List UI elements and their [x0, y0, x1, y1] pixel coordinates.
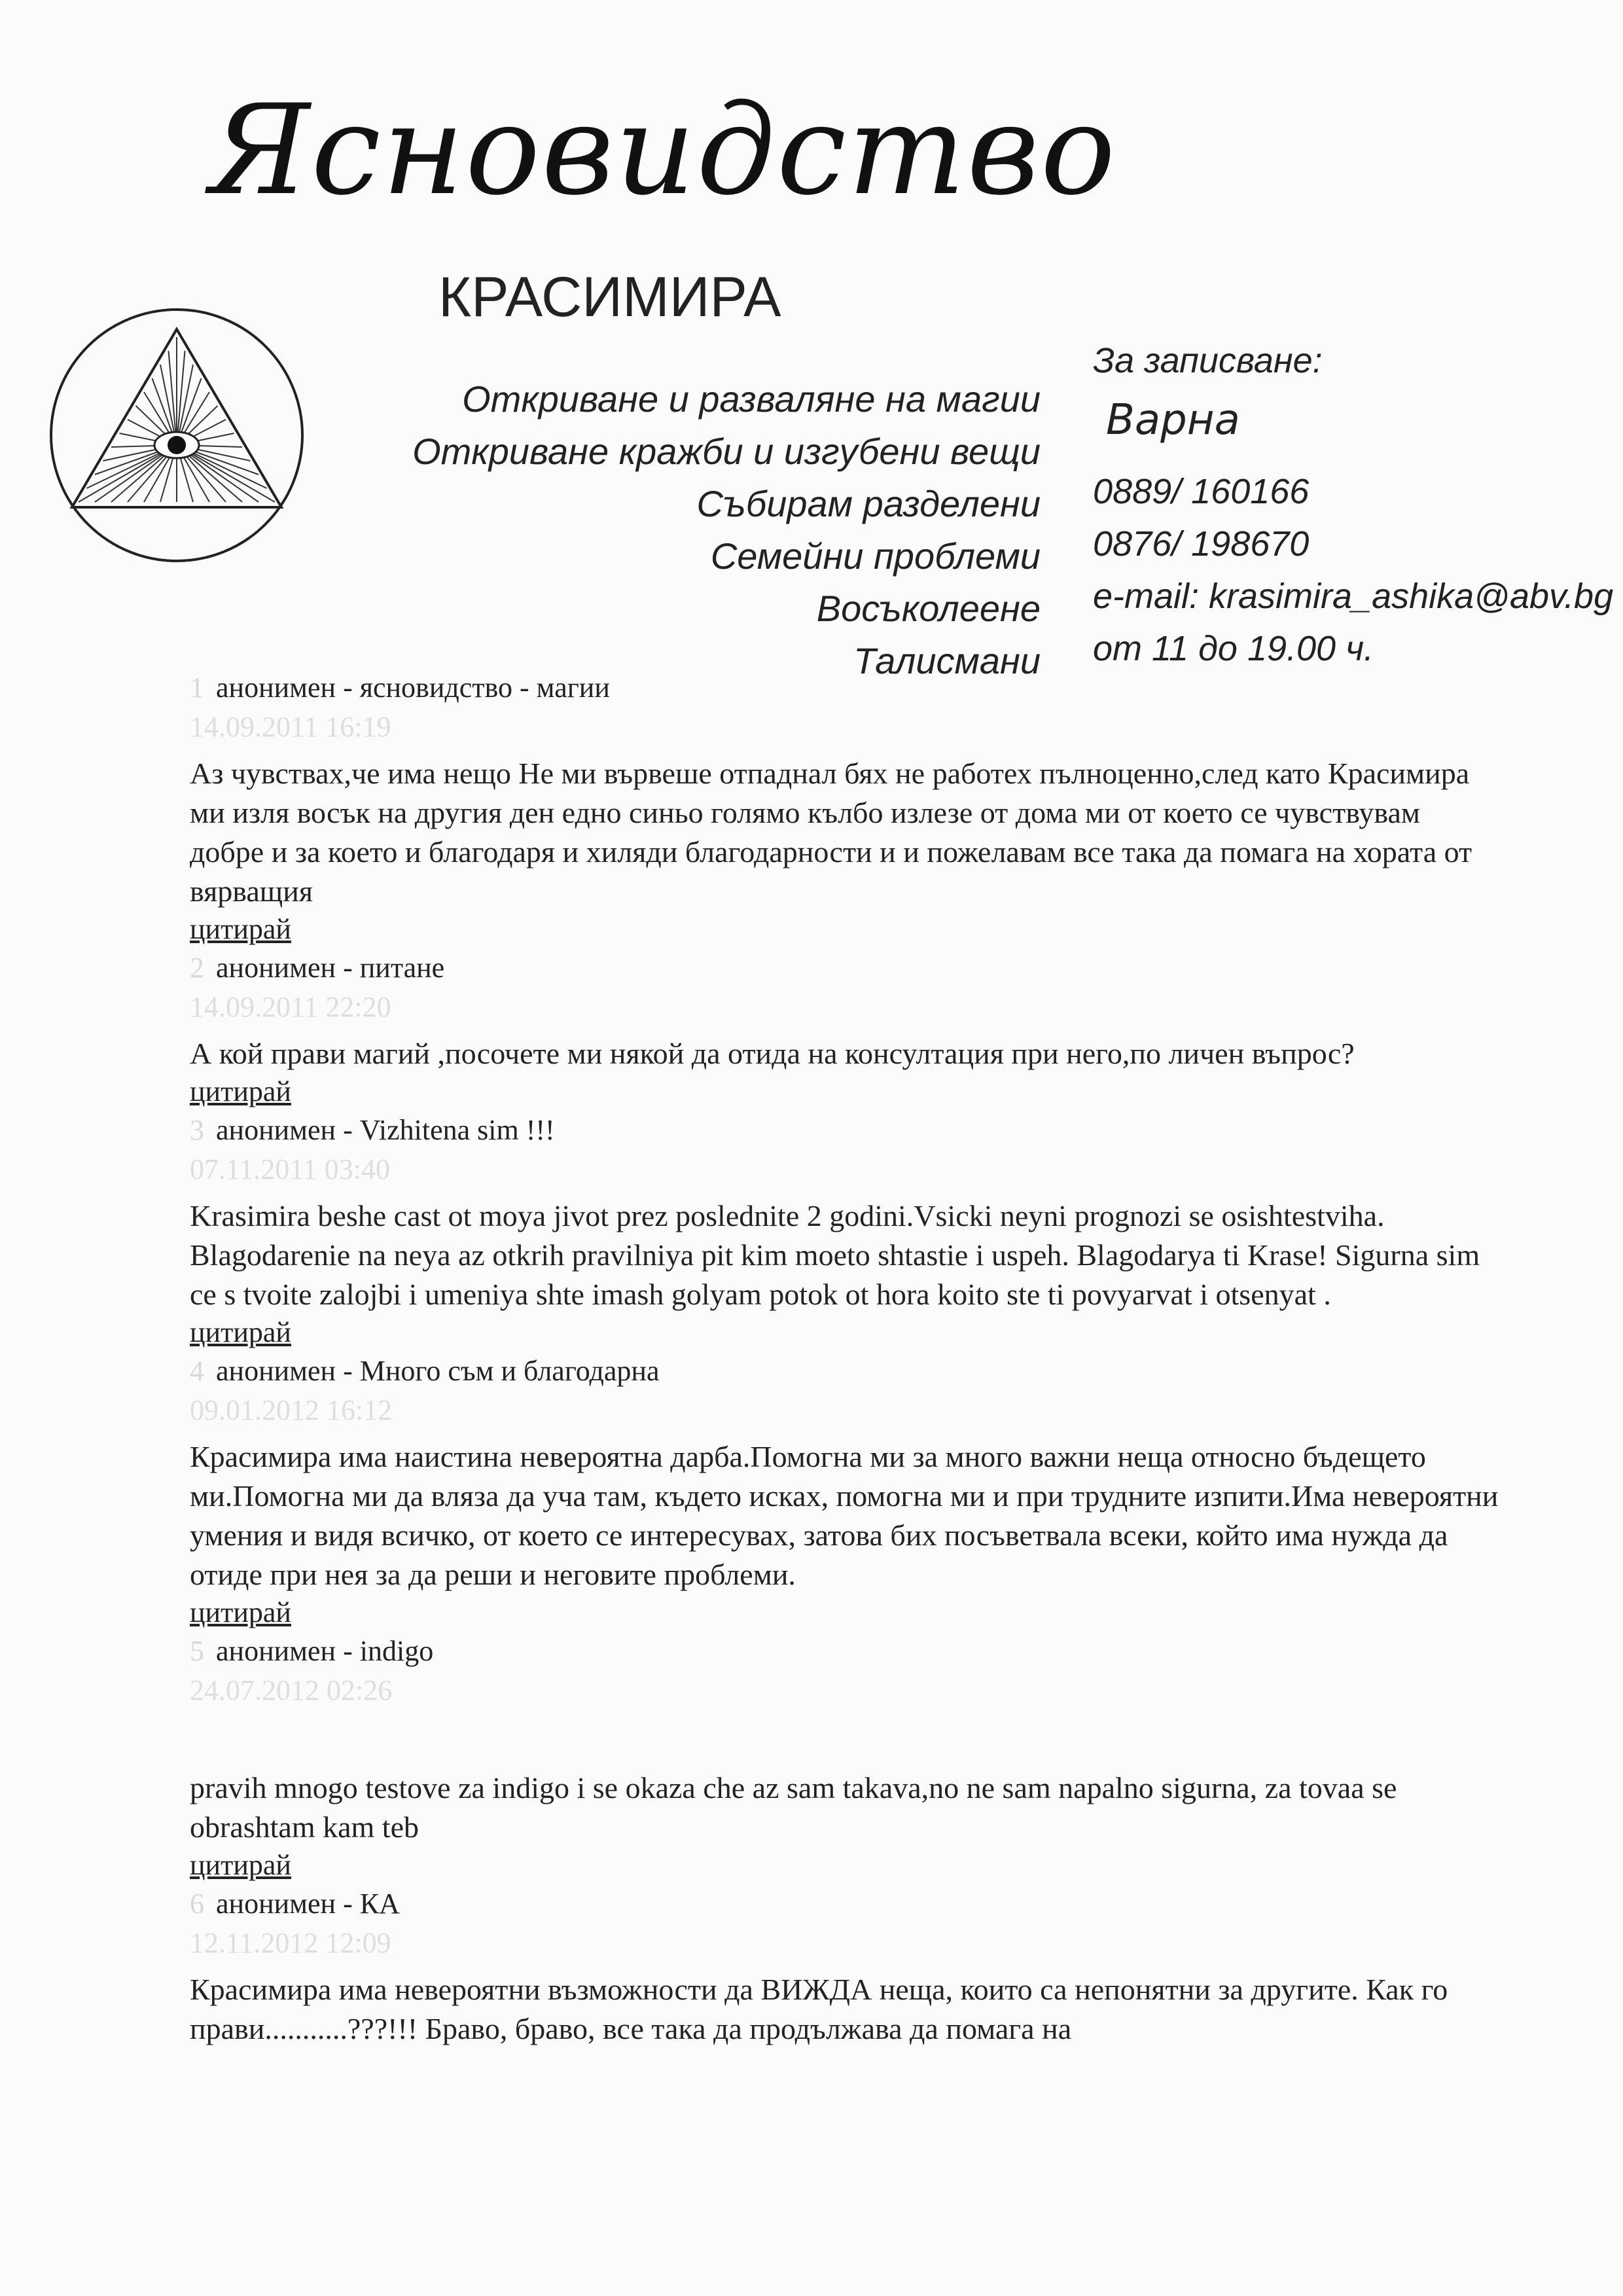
comment-body: Красимира има наистина невероятна дарба.Помогна ми за много важни неща относно бъдещето ми.Помогна ми да вляза да уча там, където исках, помогна ми и при трудните изпити.Има невероятни умения и видя всичко, от което се интересувах, затова бих посъветвала всеки, който има нужда да отиде при нея за да реши и неговите проблеми.: [190, 1440, 1499, 1591]
practitioner-name: КРАСИМИРА: [438, 266, 781, 329]
quote-link[interactable]: цитирай: [190, 1596, 291, 1628]
comment: [190, 1631, 1499, 1884]
all-seeing-eye-triangle-icon: [46, 304, 308, 566]
comment-number: 3: [190, 1114, 204, 1146]
service-item: Откриване и разваляне на магии: [462, 378, 1041, 420]
comment-title: анонимен - КА: [216, 1888, 400, 1920]
quote-link[interactable]: цитирай: [190, 913, 291, 945]
email: e-mail: krasimira_ashika@abv.bg: [1093, 577, 1614, 616]
service-item: Семейни проблеми: [710, 535, 1041, 577]
comments-list: [190, 668, 1499, 2049]
quote-link[interactable]: цитирай: [190, 1075, 291, 1107]
quote-link[interactable]: цитирай: [190, 1849, 291, 1881]
emblem-ray: [169, 351, 177, 445]
emblem-ray: [177, 351, 185, 445]
comment-body: Krasimira beshe cast ot moya jivot prez poslednite 2 godini.Vsicki neyni prognozi se osishtestviha. Blagodarenie na neya az otkrih pravilniya pit kim moeto shtastie i uspeh. Blagodarya ti Krase! Sigurna sim ce s tvoite zalojbi i umeniya shte imash golyam potok ot hora koito ste ti povyarvat i otsenyat .: [190, 1199, 1480, 1311]
comment-body: Аз чувствах,че има нещо Не ми вървеше отпаднал бях не работех пълноценно,след като Красимира ми изля восък на другия ден едно синьо голямо кълбо излезе от дома ми от което се чувствувам добре и за което и благодаря и хиляди благодарности и и пожелавам все така да помага на хората от вярващия: [190, 757, 1472, 908]
comment-title: анонимен - indigo: [216, 1635, 434, 1667]
comment-title: анонимен - ясновидство - магии: [216, 672, 610, 704]
comment-number: 4: [190, 1355, 204, 1387]
page-title: Ясновидство: [209, 78, 1117, 223]
comment-body: А кой прави магий ,посочете ми някой да отида на консултация при него,по личен въпрос?: [190, 1037, 1355, 1070]
comment-number: 1: [190, 672, 204, 704]
comment-header: [190, 948, 1499, 988]
comment-date: 07.11.2011 03:40: [190, 1153, 390, 1185]
comment: [190, 1351, 1499, 1631]
comment-body: Красимира има невероятни възможности да ВИЖДА неща, които са непонятни за другите. Как го прави...........???!!! Браво, браво, все така да продължава да помага на: [190, 1973, 1448, 2045]
comment-body: pravih mnogo testove za indigo i se okaza che az sam takava,no ne sam napalno sigurna, za tovaa se obrashtam kam teb: [190, 1771, 1397, 1844]
comment-number: 2: [190, 952, 204, 984]
quote-link[interactable]: цитирай: [190, 1316, 291, 1348]
comment-header: [190, 1110, 1499, 1151]
comment-title: анонимен - питане: [216, 952, 445, 984]
booking-label: За записване:: [1093, 341, 1323, 380]
services-list: [393, 373, 1041, 687]
phone-2: 0876/ 198670: [1093, 524, 1310, 564]
comment-header: [190, 1884, 1499, 1924]
comment-date: 09.01.2012 16:12: [190, 1394, 393, 1426]
comment-date: 24.07.2012 02:26: [190, 1674, 393, 1706]
comment-date: 14.09.2011 22:20: [190, 991, 391, 1023]
comment: [190, 668, 1499, 948]
service-item: Събирам разделени: [696, 483, 1041, 524]
comment-number: 6: [190, 1888, 204, 1920]
city: Варна: [1106, 396, 1240, 444]
comment-date: 14.09.2011 16:19: [190, 711, 391, 743]
service-item: Откриване кражби и изгубени вещи: [412, 431, 1041, 472]
comment: [190, 1884, 1499, 2049]
comment: [190, 948, 1499, 1110]
comment-header: [190, 668, 1499, 708]
service-item: Восъколеене: [816, 588, 1041, 629]
comment-date: 12.11.2012 12:09: [190, 1927, 391, 1959]
comment-title: анонимен - Много съм и благодарна: [216, 1355, 660, 1387]
service-item: Талисмани: [853, 640, 1041, 681]
working-hours: от 11 до 19.00 ч.: [1093, 629, 1374, 668]
comment: [190, 1110, 1499, 1351]
comment-title: анонимен - Vizhitena sim !!!: [216, 1114, 555, 1146]
comment-number: 5: [190, 1635, 204, 1667]
comment-header: [190, 1351, 1499, 1391]
phone-1: 0889/ 160166: [1093, 472, 1310, 511]
comment-header: [190, 1631, 1499, 1672]
